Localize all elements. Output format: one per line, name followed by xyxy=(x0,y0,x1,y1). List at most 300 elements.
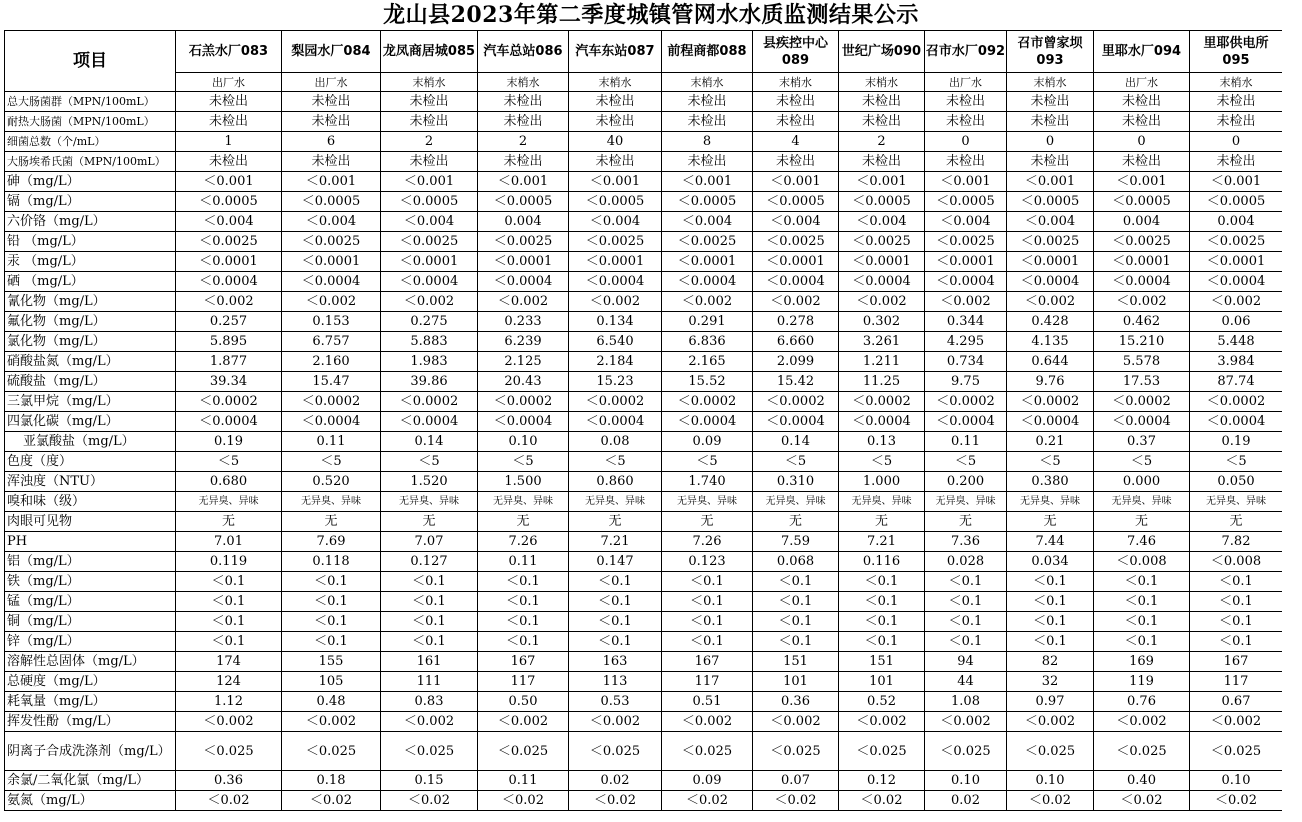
value-cell: 3.984 xyxy=(1190,352,1283,372)
value-cell: ＜0.0004 xyxy=(478,272,569,292)
value-cell: ＜5 xyxy=(839,452,925,472)
value-cell: 无 xyxy=(381,512,478,532)
parameter-label: 亚氯酸盐（mg/L） xyxy=(5,432,176,452)
value-cell: 0 xyxy=(1094,132,1190,152)
value-cell: 117 xyxy=(662,672,753,692)
site-name-header: 石羔水厂083 xyxy=(176,31,282,73)
value-cell: 0.21 xyxy=(1007,432,1094,452)
value-cell: 7.07 xyxy=(381,532,478,552)
value-cell: 7.26 xyxy=(478,532,569,552)
value-cell: 未检出 xyxy=(1007,92,1094,112)
value-cell: ＜0.002 xyxy=(569,292,662,312)
value-cell: 无 xyxy=(1007,512,1094,532)
value-cell: ＜5 xyxy=(381,452,478,472)
value-cell: ＜0.1 xyxy=(925,572,1007,592)
value-cell: ＜0.002 xyxy=(839,712,925,732)
parameter-label: 硝酸盐氮（mg/L） xyxy=(5,352,176,372)
value-cell: 161 xyxy=(381,652,478,672)
table-row xyxy=(5,712,1283,732)
parameter-label: 氟化物（mg/L） xyxy=(5,312,176,332)
value-cell: ＜0.004 xyxy=(753,212,839,232)
value-cell: ＜0.0004 xyxy=(1094,412,1190,432)
value-cell: ＜0.1 xyxy=(381,572,478,592)
parameter-label: 总硬度（mg/L） xyxy=(5,672,176,692)
value-cell: 167 xyxy=(662,652,753,672)
value-cell: ＜0.001 xyxy=(282,172,381,192)
table-row xyxy=(5,372,1283,392)
value-cell: 0.291 xyxy=(662,312,753,332)
value-cell: ＜0.1 xyxy=(1094,632,1190,652)
value-cell: 4 xyxy=(753,132,839,152)
table-row xyxy=(5,292,1283,312)
value-cell: 未检出 xyxy=(478,112,569,132)
value-cell: ＜0.0025 xyxy=(282,232,381,252)
value-cell: 94 xyxy=(925,652,1007,672)
value-cell: ＜0.002 xyxy=(282,712,381,732)
parameter-label: 溶解性总固体（mg/L） xyxy=(5,652,176,672)
value-cell: ＜0.001 xyxy=(753,172,839,192)
value-cell: ＜0.0004 xyxy=(662,412,753,432)
value-cell: 0.97 xyxy=(1007,692,1094,712)
value-cell: 2.160 xyxy=(282,352,381,372)
value-cell: ＜0.002 xyxy=(753,292,839,312)
value-cell: 5.448 xyxy=(1190,332,1283,352)
value-cell: ＜0.004 xyxy=(839,212,925,232)
value-cell: ＜0.025 xyxy=(478,732,569,771)
value-cell: 0.12 xyxy=(839,771,925,791)
value-cell: 1.877 xyxy=(176,352,282,372)
table-row xyxy=(5,212,1283,232)
value-cell: 无异臭、异味 xyxy=(381,492,478,512)
value-cell: ＜0.0005 xyxy=(176,192,282,212)
parameter-label: 铜（mg/L） xyxy=(5,612,176,632)
value-cell: 0.028 xyxy=(925,552,1007,572)
value-cell: ＜0.0025 xyxy=(925,232,1007,252)
value-cell: 0.310 xyxy=(753,472,839,492)
water-type-cell: 末梢水 xyxy=(569,73,662,92)
value-cell: 0.53 xyxy=(569,692,662,712)
table-row xyxy=(5,392,1283,412)
value-cell: ＜0.0002 xyxy=(753,392,839,412)
value-cell: 未检出 xyxy=(753,112,839,132)
value-cell: 无异臭、异味 xyxy=(1190,492,1283,512)
value-cell: 7.44 xyxy=(1007,532,1094,552)
value-cell: 9.76 xyxy=(1007,372,1094,392)
value-cell: 9.75 xyxy=(925,372,1007,392)
value-cell: 124 xyxy=(176,672,282,692)
value-cell: ＜0.001 xyxy=(925,172,1007,192)
value-cell: 无异臭、异味 xyxy=(282,492,381,512)
value-cell: ＜0.0025 xyxy=(753,232,839,252)
table-row xyxy=(5,432,1283,452)
value-cell: 0.050 xyxy=(1190,472,1283,492)
parameter-label: 余氯/二氧化氯（mg/L） xyxy=(5,771,176,791)
value-cell: 未检出 xyxy=(662,92,753,112)
value-cell: ＜0.02 xyxy=(753,791,839,811)
value-cell: 未检出 xyxy=(282,92,381,112)
value-cell: 0.36 xyxy=(753,692,839,712)
value-cell: 未检出 xyxy=(381,112,478,132)
value-cell: ＜0.1 xyxy=(1190,592,1283,612)
value-cell: ＜0.002 xyxy=(478,712,569,732)
value-cell: 1.12 xyxy=(176,692,282,712)
value-cell: 0.134 xyxy=(569,312,662,332)
table-row xyxy=(5,332,1283,352)
value-cell: 0.233 xyxy=(478,312,569,332)
value-cell: ＜0.0002 xyxy=(176,392,282,412)
value-cell: 0.08 xyxy=(569,432,662,452)
site-name-header: 里耶水厂094 xyxy=(1094,31,1190,73)
value-cell: ＜0.1 xyxy=(478,592,569,612)
value-cell: 未检出 xyxy=(282,152,381,172)
site-name-header: 汽车东站087 xyxy=(569,31,662,73)
value-cell: ＜0.0025 xyxy=(176,232,282,252)
value-cell: 4.135 xyxy=(1007,332,1094,352)
table-row xyxy=(5,472,1283,492)
value-cell: 0.344 xyxy=(925,312,1007,332)
parameter-label: 铅 （mg/L） xyxy=(5,232,176,252)
value-cell: 7.69 xyxy=(282,532,381,552)
value-cell: 无 xyxy=(176,512,282,532)
value-cell: ＜0.0005 xyxy=(839,192,925,212)
value-cell: 0.19 xyxy=(1190,432,1283,452)
value-cell: 0.278 xyxy=(753,312,839,332)
parameter-label: 总大肠菌群（MPN/100mL） xyxy=(5,92,176,112)
value-cell: 0.10 xyxy=(478,432,569,452)
parameter-label: 肉眼可见物 xyxy=(5,512,176,532)
value-cell: ＜0.0005 xyxy=(925,192,1007,212)
value-cell: ＜0.0001 xyxy=(1094,252,1190,272)
value-cell: 0.09 xyxy=(662,432,753,452)
value-cell: 1 xyxy=(176,132,282,152)
value-cell: 0.462 xyxy=(1094,312,1190,332)
table-row xyxy=(5,791,1283,811)
value-cell: 0.36 xyxy=(176,771,282,791)
parameter-label: 氯化物（mg/L） xyxy=(5,332,176,352)
value-cell: ＜0.0004 xyxy=(478,412,569,432)
value-cell: 0.000 xyxy=(1094,472,1190,492)
value-cell: 2 xyxy=(381,132,478,152)
value-cell: 0.10 xyxy=(925,771,1007,791)
value-cell: ＜5 xyxy=(282,452,381,472)
value-cell: 6.660 xyxy=(753,332,839,352)
value-cell: ＜0.0004 xyxy=(282,272,381,292)
value-cell: 未检出 xyxy=(753,152,839,172)
water-type-cell: 末梢水 xyxy=(753,73,839,92)
right-margin xyxy=(1282,30,1302,822)
value-cell: 0 xyxy=(1190,132,1283,152)
value-cell: 0.02 xyxy=(569,771,662,791)
water-quality-table xyxy=(4,30,1283,811)
value-cell: ＜0.1 xyxy=(753,592,839,612)
value-cell: ＜0.0025 xyxy=(662,232,753,252)
page-title: 龙山县2023年第二季度城镇管网水水质监测结果公示 xyxy=(383,2,919,28)
value-cell: ＜0.1 xyxy=(925,612,1007,632)
value-cell: ＜0.0004 xyxy=(569,272,662,292)
value-cell: ＜0.025 xyxy=(381,732,478,771)
value-cell: ＜0.0025 xyxy=(1190,232,1283,252)
value-cell: 无异臭、异味 xyxy=(839,492,925,512)
value-cell: ＜0.004 xyxy=(662,212,753,232)
value-cell: 无 xyxy=(753,512,839,532)
table-row xyxy=(5,612,1283,632)
site-name-header: 前程商都088 xyxy=(662,31,753,73)
value-cell: 15.42 xyxy=(753,372,839,392)
value-cell: ＜0.001 xyxy=(569,172,662,192)
value-cell: ＜0.002 xyxy=(1190,292,1283,312)
value-cell: ＜0.001 xyxy=(839,172,925,192)
value-cell: ＜0.1 xyxy=(1007,572,1094,592)
value-cell: ＜0.002 xyxy=(662,292,753,312)
value-cell: ＜0.025 xyxy=(1094,732,1190,771)
value-cell: 0.860 xyxy=(569,472,662,492)
value-cell: ＜0.1 xyxy=(1190,632,1283,652)
value-cell: ＜0.002 xyxy=(925,712,1007,732)
value-cell: 未检出 xyxy=(839,92,925,112)
value-cell: 0.50 xyxy=(478,692,569,712)
value-cell: ＜5 xyxy=(1190,452,1283,472)
value-cell: 151 xyxy=(839,652,925,672)
value-cell: 无 xyxy=(478,512,569,532)
value-cell: 2 xyxy=(478,132,569,152)
value-cell: 未检出 xyxy=(478,92,569,112)
parameter-label: 浑浊度（NTU） xyxy=(5,472,176,492)
value-cell: ＜0.1 xyxy=(176,632,282,652)
value-cell: ＜0.0002 xyxy=(1190,392,1283,412)
item-column-header: 项目 xyxy=(5,31,176,92)
value-cell: ＜0.0005 xyxy=(1094,192,1190,212)
parameter-label: 硫酸盐（mg/L） xyxy=(5,372,176,392)
value-cell: 1.500 xyxy=(478,472,569,492)
value-cell: ＜0.0004 xyxy=(282,412,381,432)
value-cell: 0.428 xyxy=(1007,312,1094,332)
site-name-header: 召市曾家坝093 xyxy=(1007,31,1094,73)
value-cell: ＜0.0001 xyxy=(753,252,839,272)
value-cell: 0.116 xyxy=(839,552,925,572)
value-cell: ＜0.0004 xyxy=(381,412,478,432)
parameter-label: 细菌总数（个/mL） xyxy=(5,132,176,152)
value-cell: ＜0.1 xyxy=(662,632,753,652)
value-cell: 0.004 xyxy=(478,212,569,232)
value-cell: ＜0.0005 xyxy=(753,192,839,212)
value-cell: ＜0.0025 xyxy=(1007,232,1094,252)
value-cell: ＜0.002 xyxy=(1007,712,1094,732)
value-cell: ＜0.0002 xyxy=(1094,392,1190,412)
table-row xyxy=(5,692,1283,712)
value-cell: ＜0.0001 xyxy=(1007,252,1094,272)
value-cell: 1.740 xyxy=(662,472,753,492)
value-cell: ＜0.025 xyxy=(569,732,662,771)
value-cell: 4.295 xyxy=(925,332,1007,352)
table-row xyxy=(5,652,1283,672)
value-cell: 0.127 xyxy=(381,552,478,572)
value-cell: 7.46 xyxy=(1094,532,1190,552)
value-cell: ＜0.002 xyxy=(569,712,662,732)
value-cell: 0.11 xyxy=(478,552,569,572)
value-cell: ＜0.1 xyxy=(176,592,282,612)
value-cell: ＜0.02 xyxy=(569,791,662,811)
value-cell: 5.895 xyxy=(176,332,282,352)
value-cell: ＜0.0001 xyxy=(569,252,662,272)
value-cell: 39.34 xyxy=(176,372,282,392)
value-cell: ＜0.02 xyxy=(1190,791,1283,811)
table-row xyxy=(5,632,1283,652)
value-cell: ＜0.0025 xyxy=(478,232,569,252)
value-cell: ＜0.1 xyxy=(1094,612,1190,632)
value-cell: 0.13 xyxy=(839,432,925,452)
table-header-row xyxy=(5,31,1283,73)
site-name-header: 召市水厂092 xyxy=(925,31,1007,73)
table-row xyxy=(5,592,1283,612)
value-cell: ＜0.0004 xyxy=(1190,412,1283,432)
table-row xyxy=(5,132,1283,152)
value-cell: 0.09 xyxy=(662,771,753,791)
value-cell: 0.200 xyxy=(925,472,1007,492)
value-cell: ＜0.002 xyxy=(381,292,478,312)
value-cell: ＜0.0004 xyxy=(176,272,282,292)
value-cell: 未检出 xyxy=(176,92,282,112)
value-cell: ＜0.001 xyxy=(381,172,478,192)
table-row xyxy=(5,352,1283,372)
value-cell: 未检出 xyxy=(1094,112,1190,132)
value-cell: ＜0.0002 xyxy=(381,392,478,412)
value-cell: 无 xyxy=(1190,512,1283,532)
value-cell: ＜0.0005 xyxy=(569,192,662,212)
value-cell: 0 xyxy=(1007,132,1094,152)
table-row xyxy=(5,152,1283,172)
value-cell: ＜0.002 xyxy=(839,292,925,312)
value-cell: 6.239 xyxy=(478,332,569,352)
value-cell: 0.068 xyxy=(753,552,839,572)
value-cell: 151 xyxy=(753,652,839,672)
value-cell: ＜0.02 xyxy=(1007,791,1094,811)
value-cell: ＜0.1 xyxy=(282,632,381,652)
value-cell: 未检出 xyxy=(176,152,282,172)
value-cell: ＜0.1 xyxy=(282,592,381,612)
value-cell: 未检出 xyxy=(925,112,1007,132)
value-cell: ＜0.1 xyxy=(839,572,925,592)
value-cell: 117 xyxy=(478,672,569,692)
value-cell: ＜0.0005 xyxy=(381,192,478,212)
value-cell: 0.734 xyxy=(925,352,1007,372)
value-cell: ＜5 xyxy=(478,452,569,472)
value-cell: 未检出 xyxy=(1007,112,1094,132)
parameter-label: 嗅和味（级） xyxy=(5,492,176,512)
value-cell: 2.125 xyxy=(478,352,569,372)
value-cell: ＜0.1 xyxy=(282,612,381,632)
value-cell: ＜0.001 xyxy=(1190,172,1283,192)
value-cell: 105 xyxy=(282,672,381,692)
value-cell: ＜0.0004 xyxy=(839,412,925,432)
value-cell: ＜0.0004 xyxy=(381,272,478,292)
water-type-cell: 出厂水 xyxy=(176,73,282,92)
value-cell: ＜0.0002 xyxy=(839,392,925,412)
parameter-label: 大肠埃希氏菌（MPN/100mL） xyxy=(5,152,176,172)
value-cell: 0.147 xyxy=(569,552,662,572)
parameter-label: 硒 （mg/L） xyxy=(5,272,176,292)
value-cell: 0.520 xyxy=(282,472,381,492)
value-cell: 40 xyxy=(569,132,662,152)
value-cell: ＜0.0005 xyxy=(1007,192,1094,212)
value-cell: 无异臭、异味 xyxy=(1094,492,1190,512)
parameter-label: 镉（mg/L） xyxy=(5,192,176,212)
table-row xyxy=(5,552,1283,572)
table-row xyxy=(5,172,1283,192)
value-cell: 1.520 xyxy=(381,472,478,492)
table-row xyxy=(5,272,1283,292)
value-cell: 44 xyxy=(925,672,1007,692)
value-cell: 2 xyxy=(839,132,925,152)
value-cell: ＜0.025 xyxy=(1190,732,1283,771)
site-name-header: 龙凤商居城085 xyxy=(381,31,478,73)
value-cell: ＜0.0004 xyxy=(176,412,282,432)
value-cell: 0.18 xyxy=(282,771,381,791)
value-cell: ＜0.02 xyxy=(1094,791,1190,811)
value-cell: 未检出 xyxy=(662,112,753,132)
value-cell: 155 xyxy=(282,652,381,672)
table-row xyxy=(5,492,1283,512)
value-cell: 1.983 xyxy=(381,352,478,372)
value-cell: 15.52 xyxy=(662,372,753,392)
value-cell: 0.380 xyxy=(1007,472,1094,492)
value-cell: 无异臭、异味 xyxy=(569,492,662,512)
value-cell: 0.37 xyxy=(1094,432,1190,452)
value-cell: ＜0.002 xyxy=(753,712,839,732)
value-cell: ＜0.0025 xyxy=(839,232,925,252)
value-cell: 0.119 xyxy=(176,552,282,572)
value-cell: ＜0.02 xyxy=(381,791,478,811)
value-cell: ＜0.001 xyxy=(1094,172,1190,192)
value-cell: ＜0.002 xyxy=(282,292,381,312)
value-cell: ＜5 xyxy=(1007,452,1094,472)
value-cell: ＜0.0004 xyxy=(662,272,753,292)
value-cell: ＜0.02 xyxy=(662,791,753,811)
value-cell: ＜0.0004 xyxy=(1094,272,1190,292)
value-cell: ＜0.004 xyxy=(176,212,282,232)
value-cell: ＜0.008 xyxy=(1094,552,1190,572)
value-cell: 15.210 xyxy=(1094,332,1190,352)
value-cell: 167 xyxy=(1190,652,1283,672)
value-cell: ＜0.002 xyxy=(1190,712,1283,732)
value-cell: ＜0.02 xyxy=(478,791,569,811)
value-cell: 0.153 xyxy=(282,312,381,332)
value-cell: 117 xyxy=(1190,672,1283,692)
value-cell: ＜0.1 xyxy=(662,612,753,632)
value-cell: 6.757 xyxy=(282,332,381,352)
value-cell: 无异臭、异味 xyxy=(753,492,839,512)
value-cell: 7.82 xyxy=(1190,532,1283,552)
value-cell: ＜5 xyxy=(753,452,839,472)
water-type-cell: 出厂水 xyxy=(282,73,381,92)
value-cell: 未检出 xyxy=(839,112,925,132)
value-cell: 0.11 xyxy=(478,771,569,791)
value-cell: 15.23 xyxy=(569,372,662,392)
value-cell: 未检出 xyxy=(753,92,839,112)
value-cell: ＜0.1 xyxy=(662,572,753,592)
value-cell: ＜0.0004 xyxy=(1007,272,1094,292)
value-cell: ＜0.0002 xyxy=(1007,392,1094,412)
value-cell: 未检出 xyxy=(176,112,282,132)
value-cell: ＜0.1 xyxy=(381,592,478,612)
table-row xyxy=(5,771,1283,791)
value-cell: 7.26 xyxy=(662,532,753,552)
value-cell: ＜0.025 xyxy=(839,732,925,771)
table-row xyxy=(5,92,1283,112)
value-cell: 无 xyxy=(569,512,662,532)
value-cell: ＜0.1 xyxy=(1190,572,1283,592)
value-cell: 0.644 xyxy=(1007,352,1094,372)
value-cell: 6.540 xyxy=(569,332,662,352)
